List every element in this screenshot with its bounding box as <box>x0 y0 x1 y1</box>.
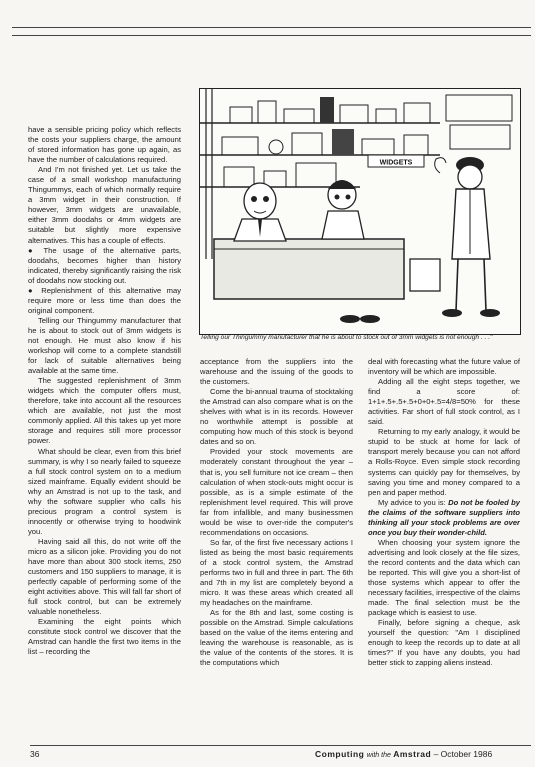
paragraph: The suggested replenishment of 3mm widgets which the computer offers must, therefore, take into account all the resources which are available, not just the most commonly applied. All this takes up yet more storage and requires still more processor power. <box>28 376 181 446</box>
running-footer <box>315 749 492 759</box>
widgets-sign: WIDGETS <box>379 159 413 167</box>
text-column-1 <box>28 125 181 725</box>
paragraph: Examining the eight points which constitute stock control we discover that the Amstrad can handle the first two items in the list – recording the <box>28 617 181 657</box>
paragraph: Come the bi-annual trauma of stocktaking the Amstrad can also compare what is on the shelves with what is in its records. However no worthwhile attempt is possible at computing how much of this stock is beyond dates and so on. <box>200 387 353 447</box>
bottom-rule <box>30 745 531 746</box>
magazine-title-computing: Computing <box>315 749 365 759</box>
paragraph: Adding all the eight steps together, we find a score of: 1+1+.5+.5+.5+0+0+.5=4/8=50% for these activities. Far short of full stock control, as I said. <box>368 377 520 427</box>
text-column-2 <box>200 357 353 729</box>
paragraph: Finally, before signing a cheque, ask yourself the question: "Am I disciplined enough to keep the records up to date at all times?" If you have any doubts, you had better stick to zapping aliens instead. <box>368 618 520 668</box>
text-column-3 <box>368 357 520 729</box>
magazine-title-amstrad: Amstrad <box>393 749 432 759</box>
bullet-paragraph: ● Replenishment of this alternative may require more or less time than does the original component. <box>28 285 181 315</box>
paragraph: have a sensible pricing policy which reflects the costs your suppliers charge, the amount of stored information has gone up again, as have the number of calculations required. <box>28 125 181 165</box>
bullet-paragraph: ● The usage of the alternative parts, doodahs, becomes higher than history indicated, thereby significantly raising the risk of doodahs now stocking out. <box>28 245 181 285</box>
issue-date: – October 1986 <box>433 749 493 759</box>
top-rule-2 <box>12 35 531 36</box>
paragraph: Having said all this, do not write off the micro as a silicon joke. Providing you do not have more than about 300 stock items, 250 customers and 150 suppliers to manage, it is perfectly capable of performing some of the eight activities above. This will fall far short of full stock control, but can be extremely valuable nonetheless. <box>28 536 181 617</box>
advice-emphasis: Do not be fooled by the claims of the software suppliers into thinking all your stock problems are over once you buy their wonder-child. <box>368 497 520 537</box>
paragraph: So far, of the first five necessary actions I listed as being the most basic requirements of a stock control system, the Amstrad performs two in full and three in part. The 6th and 7th in my list are completely beyond a micro. It was these areas which created all my headaches on the mainframe. <box>200 537 353 608</box>
paragraph: deal with forecasting what the future value of inventory will be which are impossible. <box>368 357 520 377</box>
paragraph: Provided your stock movements are moderately constant throughout the year – that is, you sell furniture not ice cream – then calculation of when stock-outs might occur is possible, as is a simple estimate of the replenishment level required. This will prove far from infallible, and many businessmen would be wise to over-ride the computer's recommendations on occasions. <box>200 447 353 537</box>
paragraph: acceptance from the suppliers into the warehouse and the issuing of the goods to the customers. <box>200 357 353 387</box>
paragraph: And I'm not finished yet. Let us take the case of a small workshop manufacturing Thingummys, each of which normally require a 3mm widget in their construction. If however, 3mm widgets are unavailable, either 3mm doodahs or 4mm widgets are suitable but slightly more expensive alternatives. This has a couple of effects. <box>28 165 181 245</box>
magazine-title-with-the: with the <box>366 752 391 759</box>
cartoon-drawing <box>200 89 520 334</box>
paragraph: What should be clear, even from this brief summary, is why I so nearly failed to squeeze a full stock control system on to a medium sized mainframe. Equally evident should be why an Amstrad is not up to the task, and why the software supplier who calls his precious program a control system is innocently or otherwise trying to hoodwink you. <box>28 446 181 536</box>
paragraph: As for the 8th and last, some costing is possible on the Amstrad. Simple calculations based on the value of the items entering and leaving the warehouse is reasonable, as is the value of the contents of the stores. It is the computations which <box>200 608 353 668</box>
paragraph: When choosing your system ignore the advertising and look closely at the file sizes, the record contents and the data which can be reported. This will give you a short-list of those systems which appear to offer the necessary facilities, irrespective of the claims made. The final selection must be the package which is easiest to use. <box>368 537 520 618</box>
paragraph: Telling our Thingummy manufacturer that he is about to stock out of 3mm widgets is not enough. He must also know if his workshop will come to a complete standstill for lack of suitable alternatives being available at the same time. <box>28 315 181 376</box>
cartoon-illustration <box>199 88 521 335</box>
page-number: 36 <box>30 749 40 759</box>
advice-paragraph <box>368 498 520 538</box>
cartoon-caption: Telling our Thingummy manufacturer that he is about to stock out of 3mm widgets is not enough . . ." <box>200 334 493 341</box>
advice-lead: My advice to you is: <box>378 497 449 507</box>
top-rule <box>12 27 531 28</box>
paragraph: Returning to my early analogy, it would be stupid to be stuck at home for lack of transport merely because you can not afford a Rolls-Royce. Even simple stock recording systems can quickly pay for themselves, by saving you time and money compared to a pen and paper method. <box>368 427 520 497</box>
